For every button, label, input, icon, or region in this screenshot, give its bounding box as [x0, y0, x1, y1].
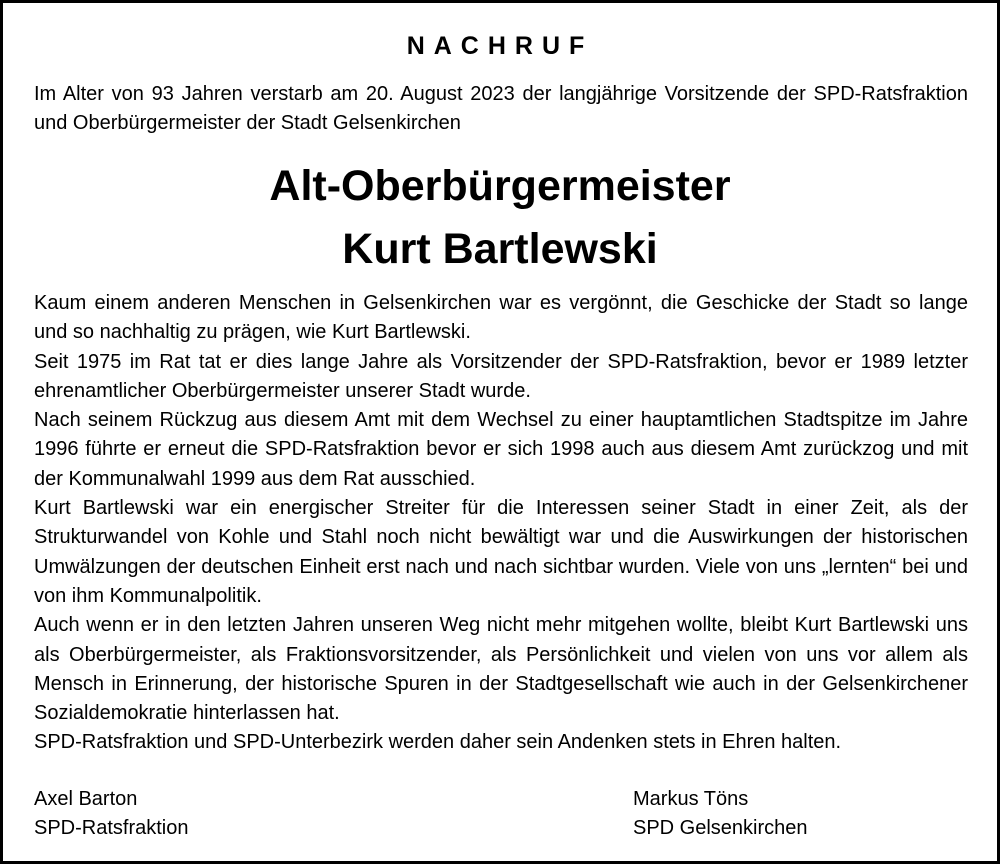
notice-title: NACHRUF	[406, 32, 594, 60]
signature-name: Markus Töns	[633, 788, 749, 810]
signature-left	[34, 785, 189, 843]
signature-organization: SPD Gelsenkirchen	[633, 817, 808, 839]
paragraph: Kaum einem anderen Menschen in Gelsenkirchen war es vergönnt, die Geschicke der Stadt so lange und so nachhaltig zu prägen, wie Kurt Bartlewski.	[34, 292, 968, 344]
headline-name: Kurt Bartlewski	[342, 225, 658, 273]
intro-text: Im Alter von 93 Jahren verstarb am 20. August 2023 der langjährige Vorsitzende der SPD-Ratsfraktion und Oberbürgermeister der Stadt Gelsenkirchen	[34, 83, 968, 134]
paragraph: Nach seinem Rückzug aus diesem Amt mit dem Wechsel zu einer hauptamtlichen Stadtspitze im Jahre 1996 führte er erneut die SPD-Ratsfraktion bevor er sich 1998 auch aus diesem Amt zurückzog und mit der Kommunalwahl 1999 aus dem Rat ausschied.	[34, 409, 968, 490]
paragraph: Auch wenn er in den letzten Jahren unseren Weg nicht mehr mitgehen wollte, bleibt Kurt Bartlewski uns als Oberbürgermeister, als Fraktionsvorsitzender, als Persönlichkeit und vielen von uns vor allem als Mensch in Erinnerung, der historische Spuren in der Stadtgesellschaft wie auch in der Gelsenkirchener Sozialdemokratie hinterlassen hat.	[34, 614, 968, 725]
paragraph: SPD-Ratsfraktion und SPD-Unterbezirk werden daher sein Andenken stets in Ehren halten.	[34, 731, 842, 754]
headline	[3, 155, 997, 281]
signature-right	[633, 785, 808, 843]
signature-organization: SPD-Ratsfraktion	[34, 817, 189, 839]
obituary-body	[34, 289, 968, 758]
headline-title: Alt-Oberbürgermeister	[269, 162, 731, 210]
paragraph: Kurt Bartlewski war ein energischer Streiter für die Interessen seiner Stadt in einer Zeit, als der Strukturwandel von Kohle und Stahl noch nicht bewältigt war und die Auswirkungen der historischen Umwälzungen der deutschen Einheit erst nach und nach sichtbar wurden. Viele von uns „lernten“ bei und von ihm Kommunalpolitik.	[34, 497, 968, 607]
paragraph: Seit 1975 im Rat tat er dies lange Jahre als Vorsitzender der SPD-Ratsfraktion, bevor er 1989 letzter ehrenamtlicher Oberbürgermeister unserer Stadt wurde.	[34, 350, 968, 402]
signature-name: Axel Barton	[34, 788, 138, 810]
